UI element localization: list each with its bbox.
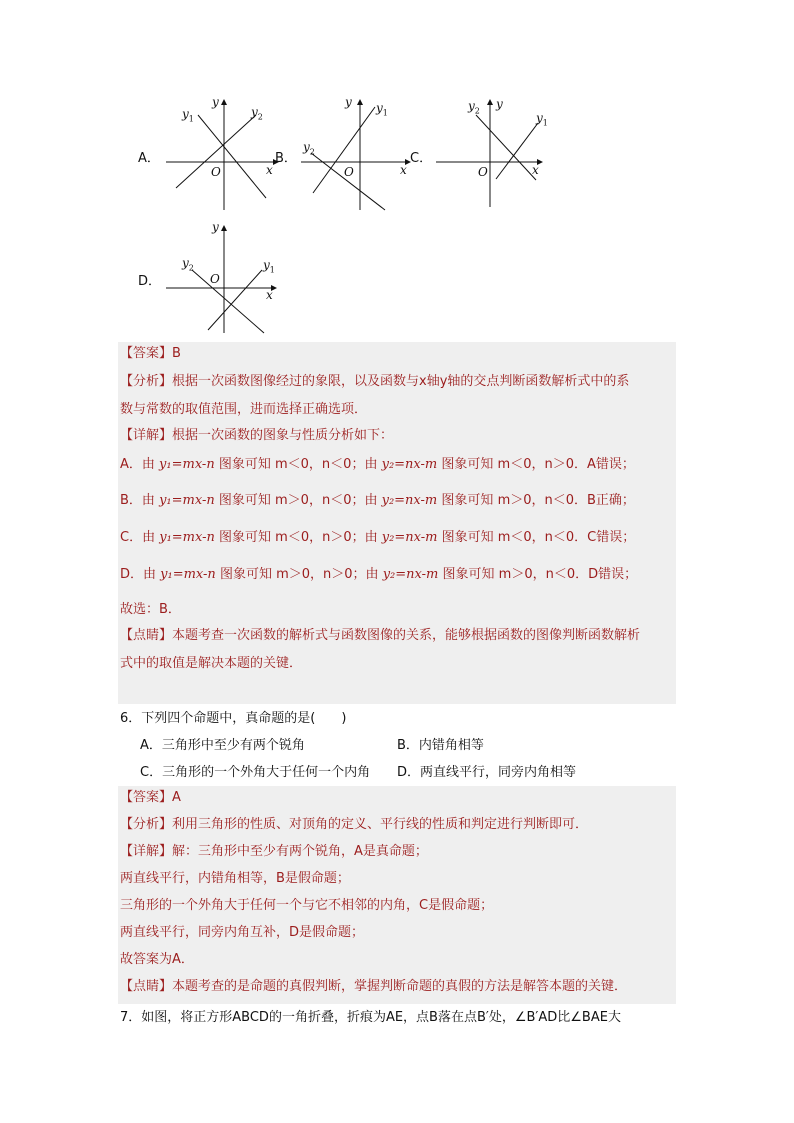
q6-stem: 6．下列四个命题中，真命题的是( ) [120, 711, 347, 726]
q6-detail-5: 故答案为A． [120, 952, 194, 967]
q5-review-line-1: 【点睛】本题考查一次函数的解析式与函数图像的关系，能够根据函数的图像判断函数解析 [120, 628, 641, 643]
axis-y-label: y [212, 220, 219, 234]
q5-detail-row-a: A．由 y₁=mx-n 图象可知 m＜0，n＜0；由 y₂=nx-m 图象可知 m＜0，n＞0．A错误； [120, 457, 635, 472]
graph-b [275, 95, 415, 215]
label-y2: $y_2$ [303, 140, 315, 157]
option-letter: B． [275, 151, 297, 166]
q6-analysis: 【分析】利用三角形的性质、对顶角的定义、平行线的性质和判定进行判断即可． [120, 817, 589, 832]
axis-x-label: x [400, 163, 407, 177]
q6-answer: 【答案】A [120, 790, 181, 805]
q6-review: 【点睛】本题考查的是命题的真假判断，掌握判断命题的真假的方法是解答本题的关键． [120, 979, 628, 994]
q5-detail-row-c: C．由 y₁=mx-n 图象可知 m＜0，n＞0；由 y₂=nx-m 图象可知 m＜0，n＜0．C错误； [120, 530, 636, 545]
q6-choice-d: D．两直线平行，同旁内角相等 [397, 765, 577, 780]
figure-option-b [275, 95, 415, 215]
axis-y-label: y [212, 95, 219, 109]
q5-detail: 【详解】根据一次函数的图象与性质分析如下： [120, 428, 394, 443]
q5-solution-panel [118, 342, 676, 704]
origin-label: O [344, 165, 354, 179]
q5-choose: 故选：B． [120, 602, 181, 617]
origin-label: O [211, 165, 221, 179]
q5-answer: 【答案】B [120, 346, 181, 361]
q6-detail-2: 两直线平行，内错角相等，B是假命题； [120, 871, 350, 886]
q5-review-line-2: 式中的取值是解决本题的关键． [120, 656, 303, 671]
label-y1: $y_1$ [376, 101, 388, 118]
label-y2: $y_2$ [182, 256, 194, 273]
q6-choice-a: A．三角形中至少有两个锐角 [140, 738, 305, 753]
origin-label: O [478, 165, 488, 179]
q6-detail-3: 三角形的一个外角大于任何一个与它不相邻的内角，C是假命题； [120, 898, 494, 913]
q6-choice-b: B．内错角相等 [397, 738, 484, 753]
axis-x-label: x [266, 288, 273, 302]
label-y2: $y_2$ [251, 105, 263, 122]
figure-option-d [138, 218, 283, 336]
axis-x-label: x [266, 163, 273, 177]
figure-option-c [410, 95, 550, 215]
q6-detail-4: 两直线平行，同旁内角互补，D是假命题； [120, 925, 365, 940]
option-letter: C． [410, 151, 433, 166]
q5-analysis-line-1: 【分析】根据一次函数图像经过的象限，以及函数与x轴y轴的交点判断函数解析式中的系 [120, 374, 630, 389]
figure-option-a [138, 95, 283, 215]
option-letter: A． [138, 151, 160, 166]
graph-c [410, 95, 550, 215]
q5-detail-row-b: B．由 y₁=mx-n 图象可知 m＞0，n＜0；由 y₂=nx-m 图象可知 m＞0，n＜0．B正确； [120, 493, 635, 508]
q6-choice-c: C．三角形的一个外角大于任何一个内角 [140, 765, 371, 780]
axis-y-label: y [345, 95, 352, 109]
label-y1: $y_1$ [263, 258, 275, 275]
axis-y-label: y [496, 97, 503, 111]
q7-stem: 7．如图，将正方形ABCD的一角折叠，折痕为AE，点B落在点B′处，∠B′AD比∠BAE大 [120, 1010, 621, 1025]
option-letter: D． [138, 274, 162, 289]
q5-analysis-line-2: 数与常数的取值范围，进而选择正确选项． [120, 402, 368, 417]
label-y1: $y_1$ [182, 107, 194, 124]
label-y1: $y_1$ [536, 111, 548, 128]
origin-label: O [210, 272, 220, 286]
axis-x-label: x [532, 163, 539, 177]
q6-detail-1: 【详解】解：三角形中至少有两个锐角，A是真命题； [120, 844, 428, 859]
label-y2: $y_2$ [468, 99, 480, 116]
q5-detail-row-d: D．由 y₁=mx-n 图象可知 m＞0，n＞0；由 y₂=nx-m 图象可知 m＞0，n＜0．D错误； [120, 567, 638, 582]
